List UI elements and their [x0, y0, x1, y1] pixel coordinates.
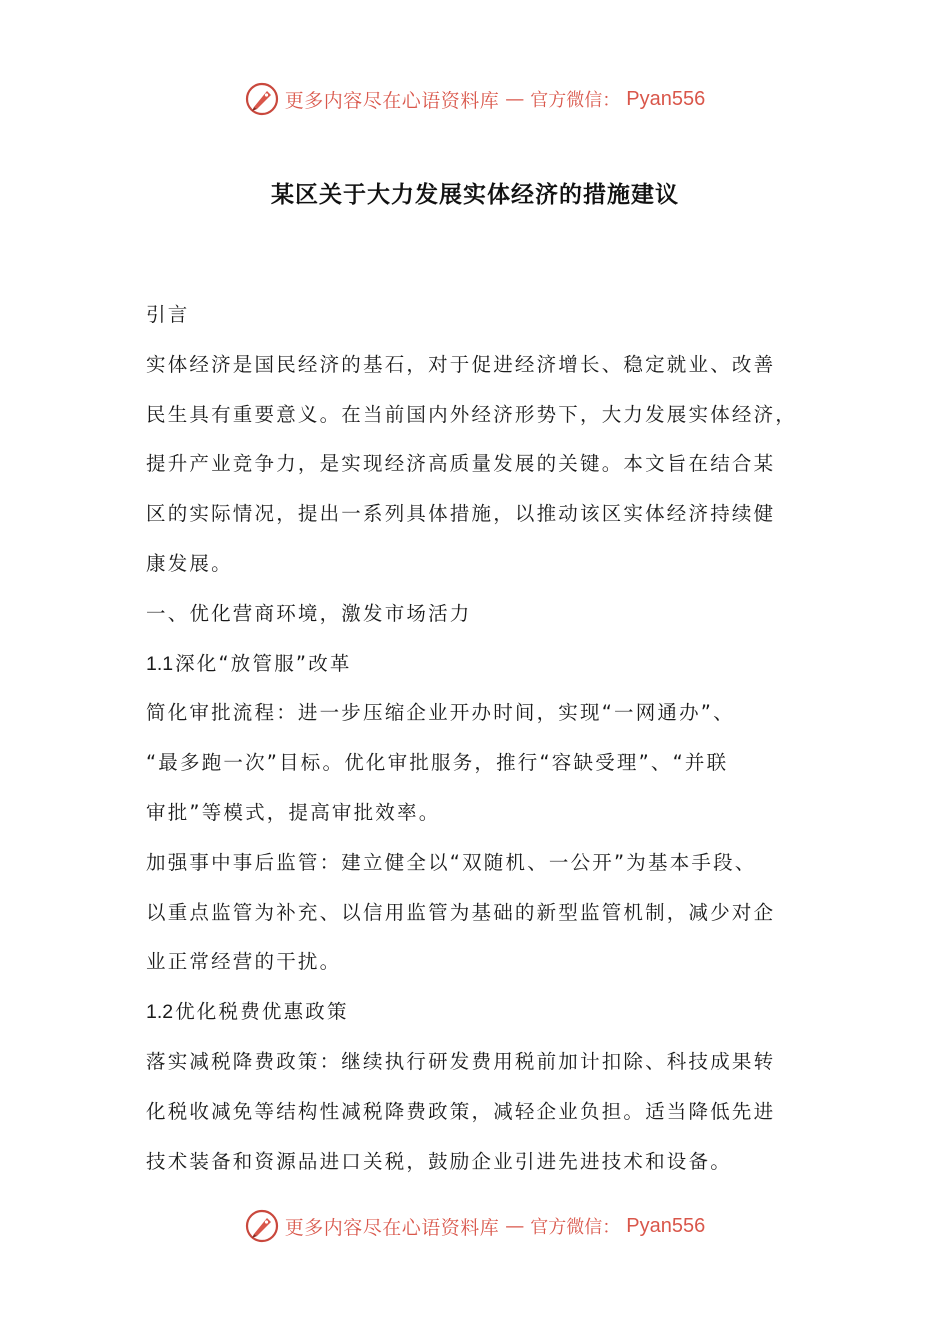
body-line	[146, 290, 816, 340]
body-line	[146, 1137, 816, 1187]
line-text: 深化“放管服”改革	[175, 651, 352, 675]
line-text: 审批”等模式，提高审批效率。	[146, 800, 441, 824]
line-text: 引言	[146, 303, 190, 326]
watermark-text: 更多内容尽在心语资料库	[284, 89, 500, 112]
body-line	[146, 1037, 816, 1087]
body-line	[146, 987, 816, 1037]
document-title: 某区关于大力发展实体经济的措施建议	[271, 182, 679, 208]
watermark-wechat-id: Pyan556	[626, 87, 706, 110]
watermark-footer	[0, 1209, 950, 1243]
body-line	[146, 937, 816, 987]
line-text: 优化税费优惠政策	[175, 1000, 349, 1024]
watermark-dash: —	[505, 1215, 525, 1237]
document-body	[146, 290, 816, 1186]
body-line	[146, 489, 816, 539]
line-text: 业正常经营的干扰。	[146, 950, 342, 974]
watermark-header	[0, 82, 950, 116]
section-number: 1.1	[146, 652, 174, 675]
body-line	[146, 639, 816, 689]
body-line	[146, 1087, 816, 1137]
watermark-dash: —	[505, 88, 525, 110]
body-line	[146, 589, 816, 639]
line-text: 实体经济是国民经济的基石，对于促进经济增长、稳定就业、改善	[146, 352, 776, 376]
line-text: 加强事中事后监管：建立健全以“双随机、一公开”为基本手段、	[146, 850, 757, 874]
body-line	[146, 390, 816, 440]
body-line	[146, 539, 816, 589]
body-line	[146, 888, 816, 938]
line-text: 康发展。	[146, 551, 233, 575]
line-text: 区的实际情况，提出一系列具体措施，以推动该区实体经济持续健	[146, 502, 776, 526]
body-line	[146, 439, 816, 489]
watermark-wechat-id: Pyan556	[626, 1214, 706, 1237]
watermark-wechat-label: 官方微信：	[530, 90, 621, 111]
body-line	[146, 340, 816, 390]
line-text: 提升产业竞争力，是实现经济高质量发展的关键。本文旨在结合某	[146, 452, 776, 476]
body-line	[146, 738, 816, 788]
line-text: 技术装备和资源品进口关税，鼓励企业引进先进技术和设备。	[146, 1149, 732, 1173]
line-text: 以重点监管为补充、以信用监管为基础的新型监管机制，减少对企	[146, 900, 776, 924]
line-text: 民生具有重要意义。在当前国内外经济形势下，大力发展实体经济，	[146, 402, 798, 426]
line-text: 化税收减免等结构性减税降费政策，减轻企业负担。适当降低先进	[146, 1099, 776, 1123]
body-line	[146, 688, 816, 738]
section-number: 1.2	[146, 1001, 174, 1024]
line-text: 落实减税降费政策：继续执行研发费用税前加计扣除、科技成果转	[146, 1049, 776, 1073]
line-text: 简化审批流程：进一步压缩企业开办时间，实现“一网通办”、	[146, 701, 735, 725]
pen-nib-logo-icon	[245, 1209, 279, 1243]
line-text: “最多跑一次”目标。优化审批服务，推行“容缺受理”、“并联	[146, 751, 729, 775]
body-line	[146, 838, 816, 888]
line-text: 一、优化营商环境，激发市场活力	[146, 601, 472, 625]
watermark-text: 更多内容尽在心语资料库	[284, 1216, 500, 1239]
pen-nib-logo-icon	[245, 82, 279, 116]
body-line	[146, 788, 816, 838]
watermark-wechat-label: 官方微信：	[530, 1217, 621, 1238]
